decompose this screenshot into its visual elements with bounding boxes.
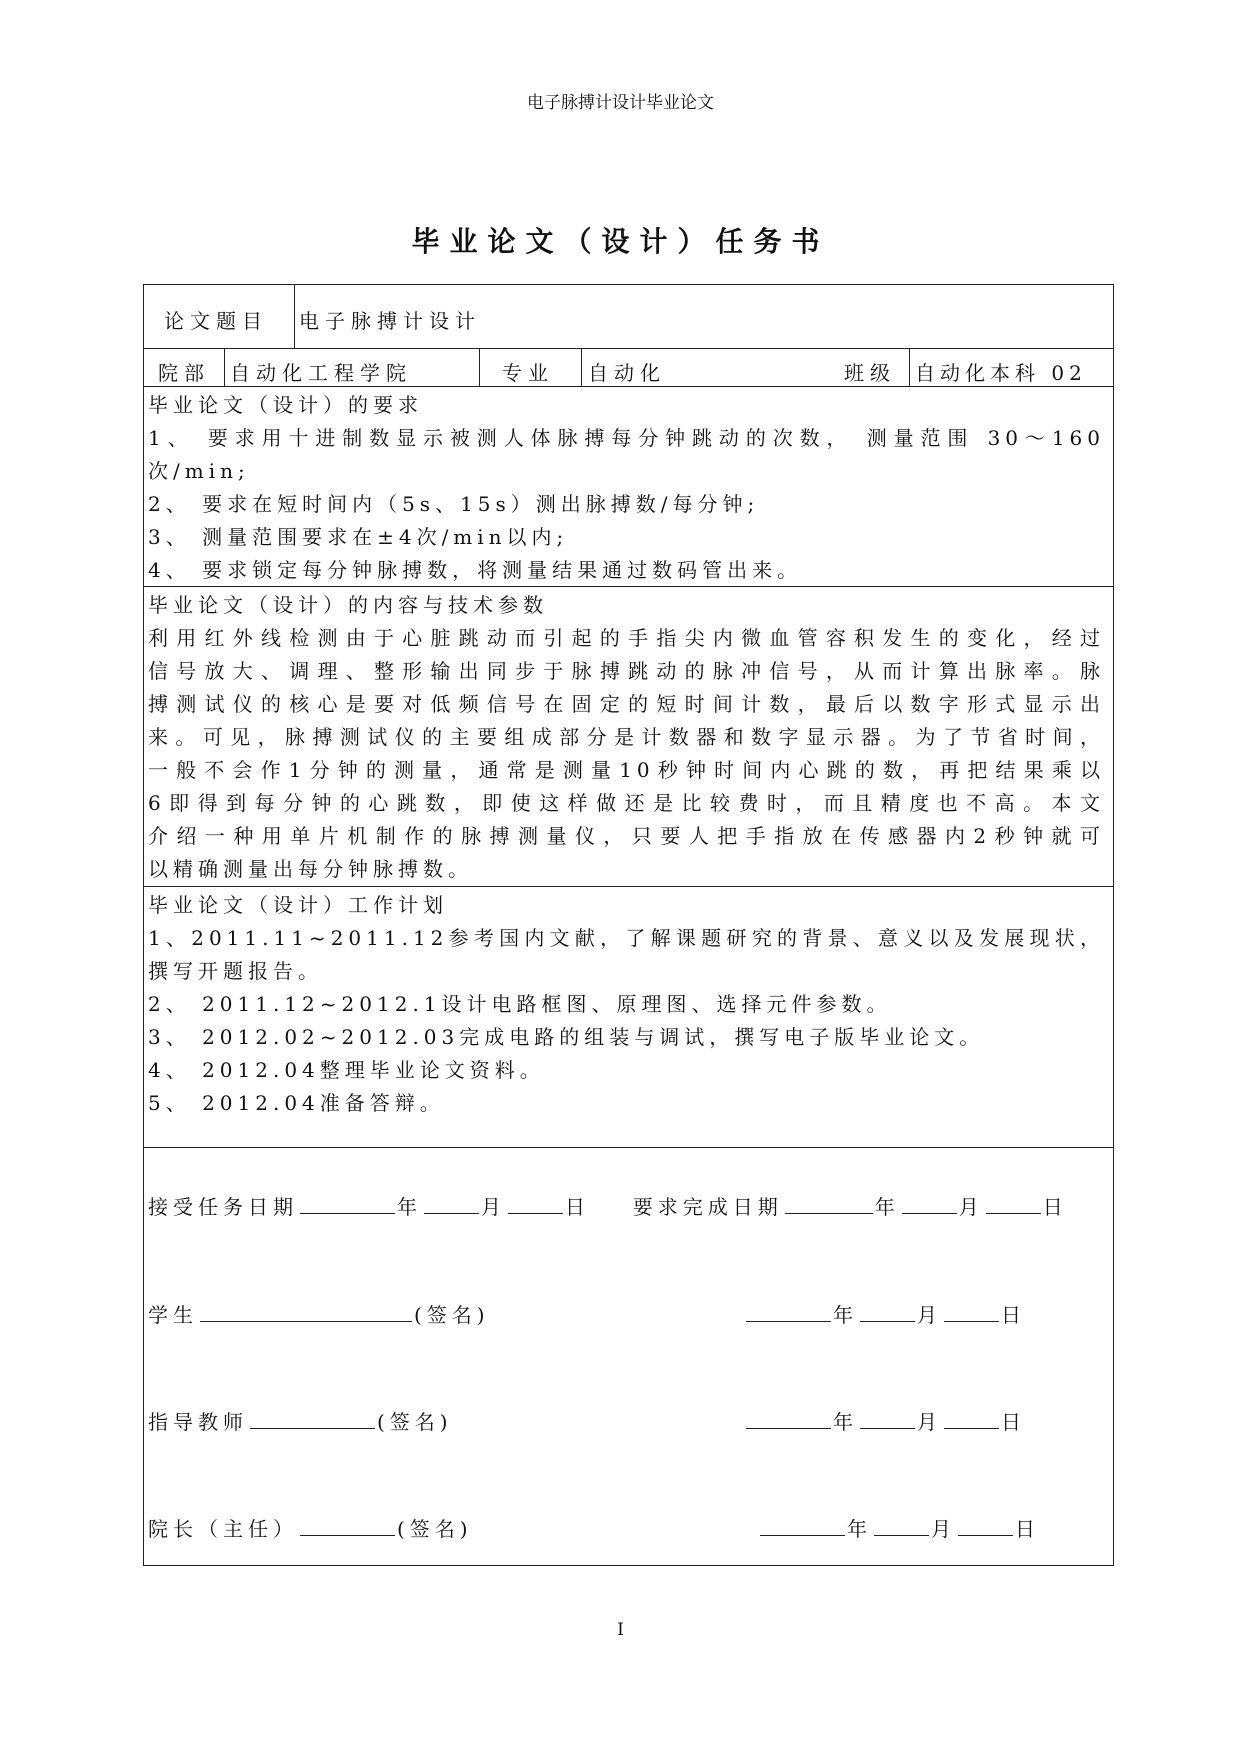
student-month-blank[interactable]	[860, 1301, 915, 1322]
requirements-line: 2、 要求在短时间内（5s、15s）测出脉搏数/每分钟;	[148, 492, 760, 516]
student-year-blank[interactable]	[746, 1301, 831, 1322]
dean-year-blank[interactable]	[760, 1515, 845, 1536]
plan-line: 5、 2012.04准备答辩。	[148, 1091, 445, 1115]
content-line: 介绍一种用单片机制作的脉搏测量仪，只要人把手指放在传感器内2秒钟就可	[148, 824, 1105, 848]
day-unit: 日	[1001, 1410, 1026, 1434]
task-form-table	[143, 284, 1114, 1566]
accept-date-label: 接受任务日期	[148, 1195, 298, 1219]
requirements-line: 3、 测量范围要求在±4次/min以内;	[148, 525, 569, 549]
accept-month-blank[interactable]	[424, 1193, 479, 1214]
col-divider	[909, 348, 910, 386]
year-unit: 年	[874, 1195, 900, 1219]
class-label: 班级	[844, 361, 896, 385]
due-date-label: 要求完成日期	[632, 1195, 783, 1219]
dean-date-row	[758, 1513, 1040, 1542]
student-sign-row	[148, 1299, 490, 1328]
topic-label: 论文题目	[164, 309, 268, 333]
content-section	[148, 589, 1105, 886]
year-unit: 年	[833, 1410, 858, 1434]
plan-heading: 毕业论文（设计）工作计划	[148, 893, 448, 917]
dean-signature-blank[interactable]	[300, 1515, 395, 1536]
day-unit: 日	[565, 1195, 590, 1219]
content-line: 来。可见，脉搏测试仪的主要组成部分是计数器和数字显示器。为了节省时间，	[148, 725, 1105, 749]
due-month-blank[interactable]	[902, 1193, 957, 1214]
page-number: I	[617, 1620, 624, 1640]
content-line: 6即得到每分钟的心跳数，即使这样做还是比较费时，而且精度也不高。本文	[148, 791, 1105, 815]
day-unit: 日	[1001, 1303, 1026, 1327]
advisor-signature-blank[interactable]	[250, 1408, 375, 1429]
plan-line: 撰写开题报告。	[148, 959, 323, 983]
month-unit: 月	[958, 1195, 984, 1219]
row-divider	[144, 1147, 1113, 1148]
content-line: 信号放大、调理、整形输出同步于脉搏跳动的脉冲信号，从而计算出脉率。脉	[148, 659, 1105, 683]
accept-year-blank[interactable]	[300, 1193, 395, 1214]
month-unit: 月	[931, 1517, 956, 1541]
advisor-year-blank[interactable]	[746, 1408, 831, 1429]
plan-line: 2、 2011.12~2012.1设计电路框图、原理图、选择元件参数。	[148, 992, 892, 1016]
content-heading: 毕业论文（设计）的内容与技术参数	[148, 593, 548, 617]
major-value: 自动化	[588, 361, 666, 385]
dean-day-blank[interactable]	[958, 1515, 1013, 1536]
month-unit: 月	[481, 1195, 506, 1219]
plan-line: 1、2011.11~2011.12参考国内文献，了解课题研究的背景、意义以及发展现状，	[148, 926, 1105, 950]
dean-sign-row	[148, 1513, 473, 1542]
advisor-label: 指导教师	[148, 1410, 248, 1434]
requirements-line: 1、 要求用十进制数显示被测人体脉搏每分钟跳动的次数， 测量范围 30～160	[148, 426, 1105, 450]
advisor-date-row	[744, 1406, 1026, 1435]
content-line: 利用红外线检测由于心脏跳动而引起的手指尖内微血管容积发生的变化，经过	[148, 626, 1105, 650]
dept-value: 自动化工程学院	[230, 361, 412, 385]
year-unit: 年	[847, 1517, 872, 1541]
requirements-section	[148, 389, 1105, 587]
content-line: 一般不会作1分钟的测量，通常是测量10秒钟时间内心跳的数，再把结果乘以	[148, 758, 1105, 782]
row-divider	[144, 348, 1113, 349]
col-divider	[294, 285, 295, 348]
major-label: 专业	[502, 361, 554, 385]
sign-hint: (签名)	[414, 1303, 490, 1327]
topic-value: 电子脉搏计设计	[299, 309, 481, 333]
requirements-line: 4、 要求锁定每分钟脉搏数，将测量结果通过数码管出来。	[148, 558, 803, 582]
plan-line: 3、 2012.02~2012.03完成电路的组装与调试，撰写电子版毕业论文。	[148, 1025, 985, 1049]
due-year-blank[interactable]	[785, 1193, 873, 1214]
dept-label: 院部	[158, 361, 210, 385]
running-header: 电子脉搏计设计毕业论文	[527, 93, 714, 113]
col-divider	[581, 348, 582, 386]
day-unit: 日	[1015, 1517, 1040, 1541]
year-unit: 年	[397, 1195, 422, 1219]
col-divider	[224, 348, 225, 386]
dean-month-blank[interactable]	[874, 1515, 929, 1536]
student-label: 学生	[148, 1303, 198, 1327]
row-divider	[144, 886, 1113, 887]
year-unit: 年	[833, 1303, 858, 1327]
day-unit: 日	[1042, 1195, 1068, 1219]
accept-day-blank[interactable]	[508, 1193, 563, 1214]
student-signature-blank[interactable]	[200, 1301, 412, 1322]
dean-label: 院长（主任）	[148, 1517, 298, 1541]
sign-hint: (签名)	[377, 1410, 453, 1434]
due-day-blank[interactable]	[986, 1193, 1041, 1214]
accept-date-row	[148, 1191, 1068, 1220]
page-title: 毕业论文（设计）任务书	[411, 225, 830, 258]
col-divider	[479, 348, 480, 386]
month-unit: 月	[917, 1410, 942, 1434]
student-date-row	[744, 1299, 1026, 1328]
student-day-blank[interactable]	[944, 1301, 999, 1322]
advisor-day-blank[interactable]	[944, 1408, 999, 1429]
advisor-month-blank[interactable]	[860, 1408, 915, 1429]
requirements-line: 次/min;	[148, 459, 250, 483]
advisor-sign-row	[148, 1406, 453, 1435]
sign-hint: (签名)	[397, 1517, 473, 1541]
plan-section	[148, 889, 1105, 1120]
plan-line: 4、 2012.04整理毕业论文资料。	[148, 1058, 545, 1082]
month-unit: 月	[917, 1303, 942, 1327]
class-value: 自动化本科 02	[915, 361, 1087, 385]
requirements-heading: 毕业论文（设计）的要求	[148, 393, 423, 417]
content-line: 搏测试仪的核心是要对低频信号在固定的短时间计数，最后以数字形式显示出	[148, 692, 1105, 716]
row-divider	[144, 386, 1113, 387]
content-line: 以精确测量出每分钟脉搏数。	[148, 857, 473, 881]
